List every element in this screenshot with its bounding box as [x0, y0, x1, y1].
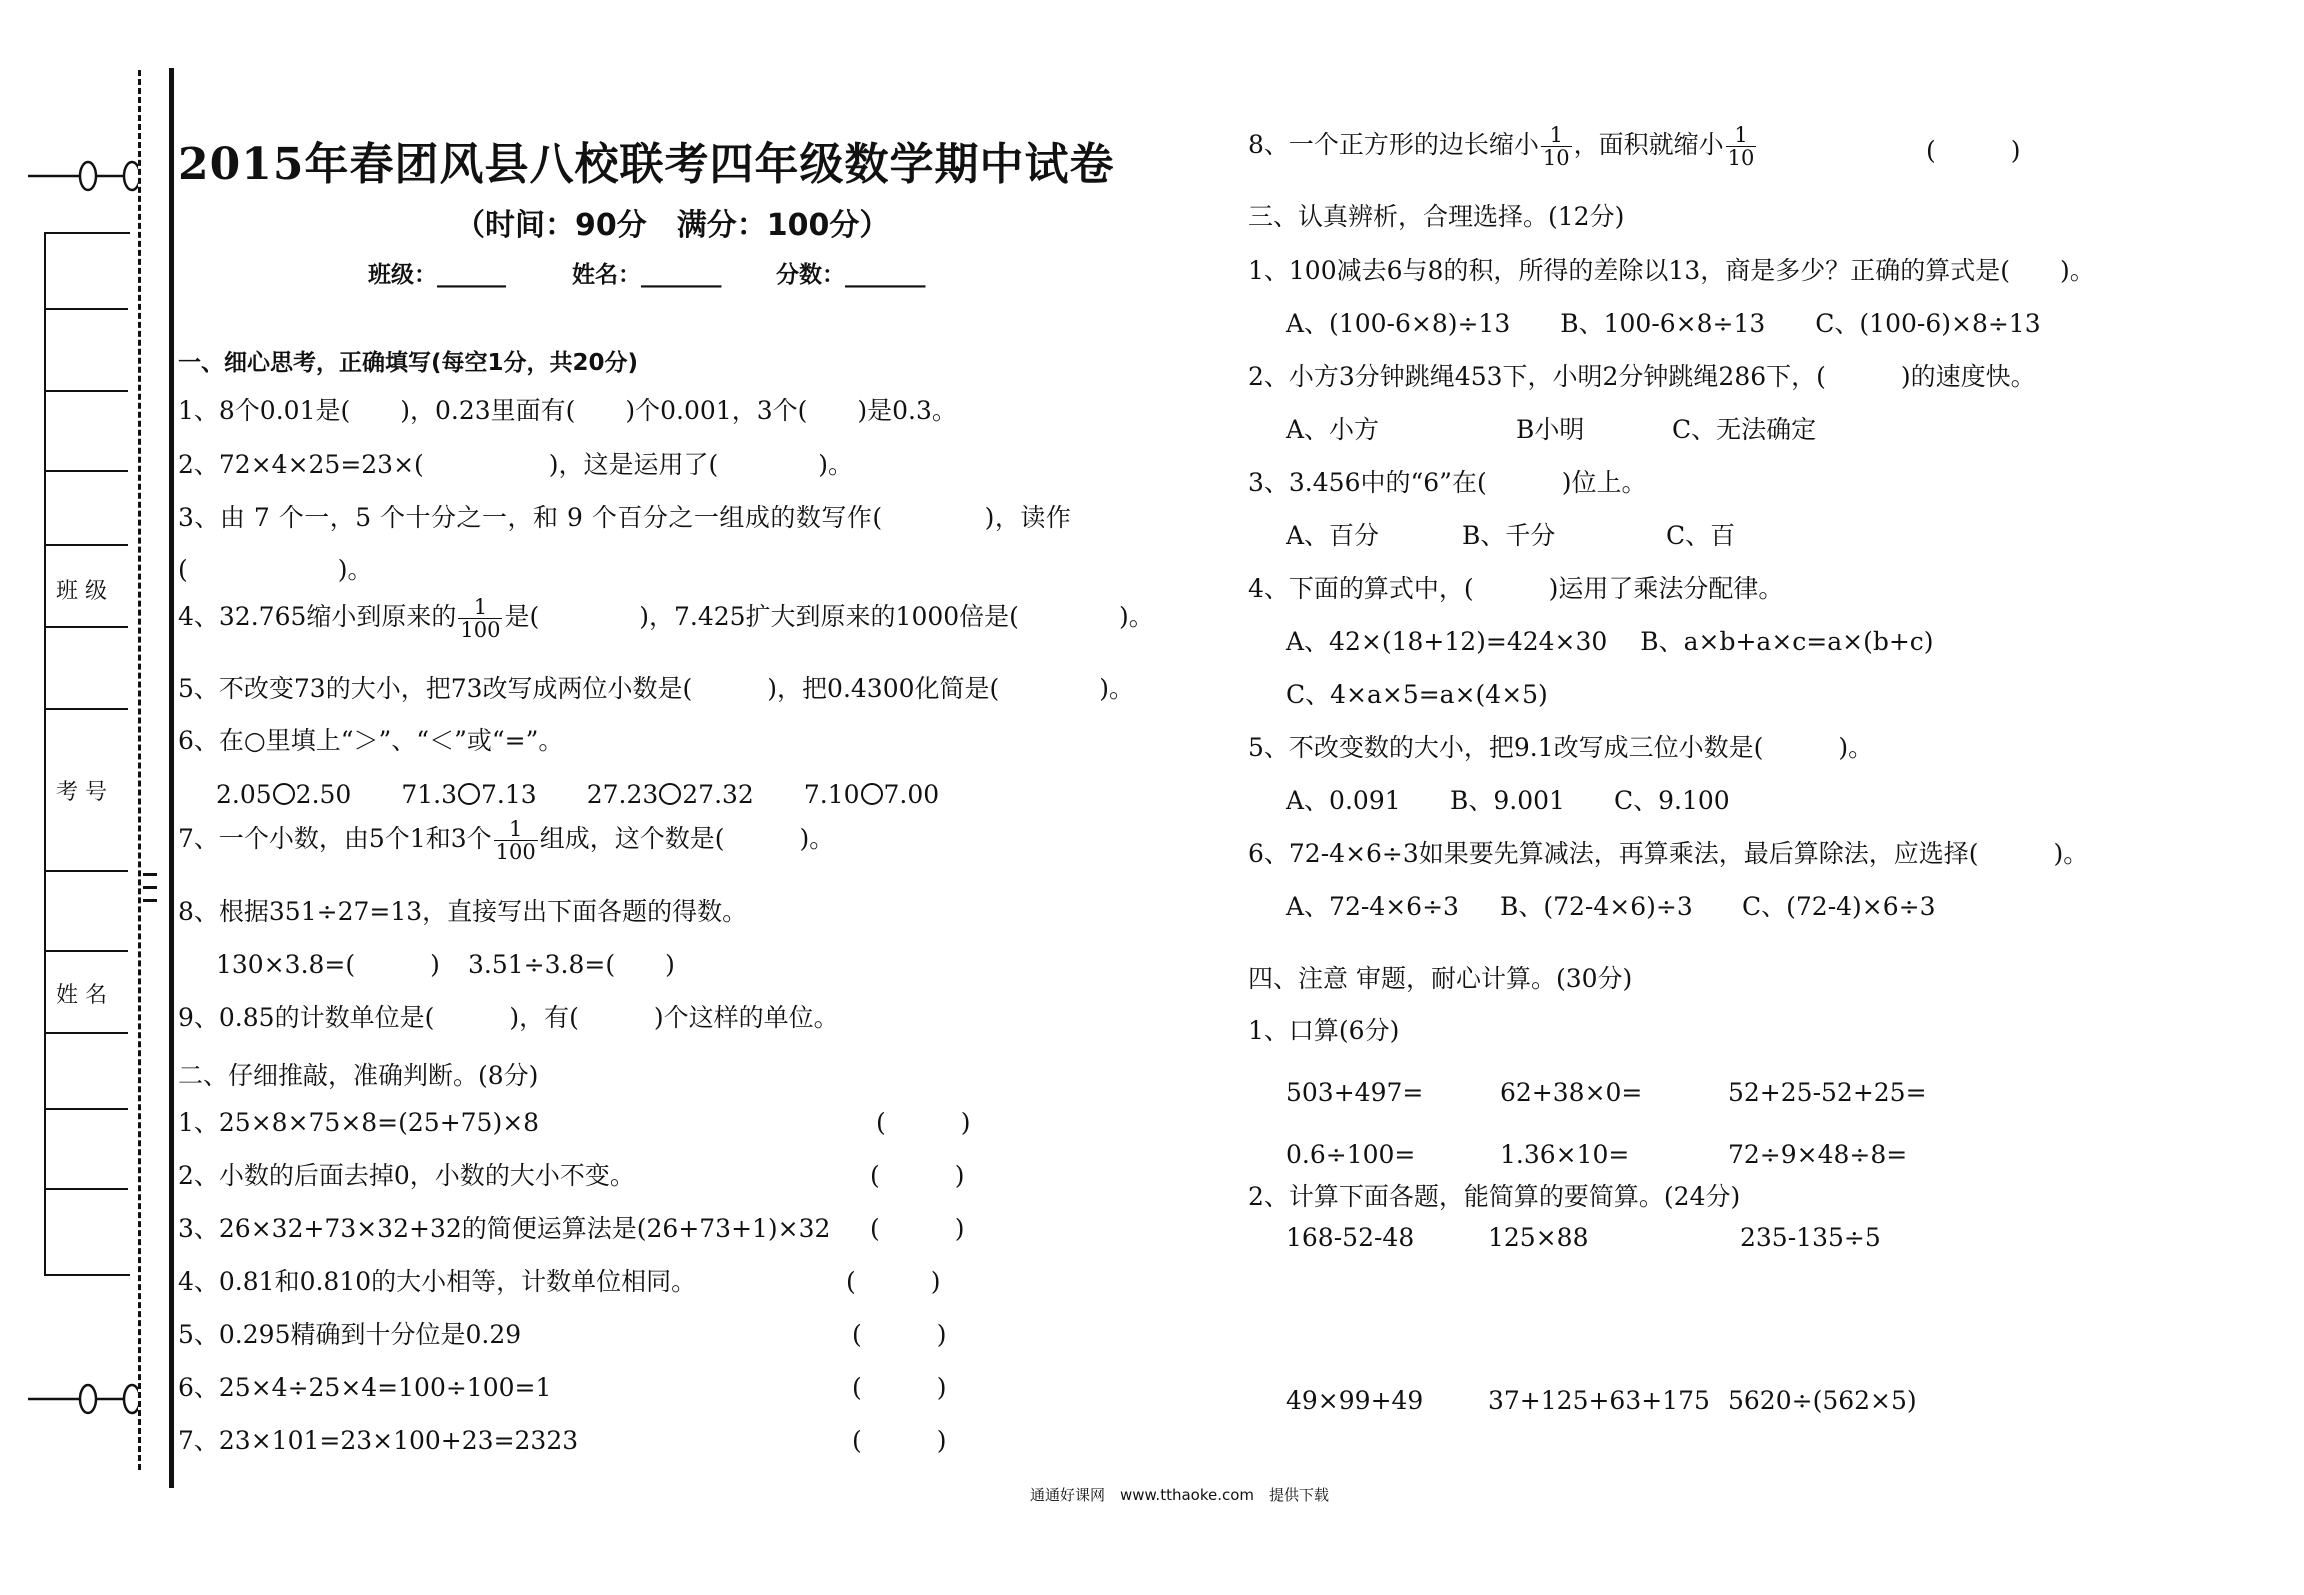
question-8a: 130×3.8=( ) [216, 950, 440, 979]
exam-title: 2015年春团风县八校联考四年级数学期中试卷 [178, 139, 1115, 190]
calc-item: 125×88 [1488, 1223, 1589, 1252]
question-3-cont: ( )。 [178, 555, 373, 584]
fraction: $\frac{1}{10}$ [1542, 123, 1570, 170]
judge-8: 8、一个正方形的边长缩小 $\frac{1}{10}$ ，面积就缩小 $\frac{1}{10}$ [1248, 123, 1755, 170]
judge-paren[interactable]: ( ) [1926, 136, 2021, 165]
section-4-heading: 四、注意 审题，耐心计算。(30分) [1248, 964, 1633, 993]
choice-1-options: A、(100-6×8)÷13 B、100-6×8÷13 C、(100-6)×8÷13 [1286, 309, 2041, 338]
box-rule [44, 390, 128, 392]
question-4-text-b: 是( )，7.425扩大到原来的1000倍是( )。 [504, 602, 1154, 631]
calc-item: 49×99+49 [1286, 1386, 1424, 1415]
choice-4-options-ab: A、42×(18+12)=424×30 B、a×b+a×c=a×(b+c) [1286, 627, 1934, 656]
cut-line [138, 70, 141, 1470]
box-rule [44, 870, 128, 872]
box-rule [44, 308, 128, 310]
question-1: 1、8个0.01是( )，0.23里面有( )个0.001，3个( )是0.3。 [178, 396, 957, 425]
choice-5-option-b[interactable]: B、9.001 [1450, 786, 1565, 815]
exam-number-label: 考 号 [56, 780, 107, 805]
question-4 [178, 596, 1154, 641]
choice-2: 2、小方3分钟跳绳453下，小明2分钟跳绳286下，( )的速度快。 [1248, 362, 2036, 391]
fraction: $\frac{1}{10}$ [1727, 123, 1755, 170]
box-rule [44, 626, 128, 628]
judge-paren[interactable]: ( ) [852, 1426, 947, 1455]
footer-credit: 通通好课网 www.tthaoke.com 提供下载 [1030, 1486, 1330, 1504]
judge-paren[interactable]: ( ) [852, 1320, 947, 1349]
judge-3: 3、26×32+73×32+32的简便运算法是(26+73+1)×32 [178, 1214, 831, 1243]
name-field[interactable]: 姓名：_______ [572, 262, 722, 288]
fraction: $\frac{1}{100}$ [495, 817, 536, 864]
choice-5-option-c[interactable]: C、9.100 [1614, 786, 1730, 815]
student-info-box [44, 232, 130, 1276]
choice-6-option-a[interactable]: A、72-4×6÷3 [1286, 892, 1459, 921]
question-8: 8、根据351÷27=13，直接写出下面各题的得数。 [178, 897, 748, 926]
class-label-vertical: 班 级 [56, 579, 107, 604]
choice-4: 4、下面的算式中，( )运用了乘法分配律。 [1248, 574, 1784, 603]
judge-5: 5、0.295精确到十分位是0.29 [178, 1320, 522, 1349]
judge-1: 1、25×8×75×8=(25+75)×8 [178, 1108, 540, 1137]
oral-item: 62+38×0= [1500, 1078, 1643, 1107]
question-7-text-b: 组成，这个数是( )。 [539, 824, 835, 853]
choice-6: 6、72-4×6÷3如果要先算减法，再算乘法，最后算除法，应选择( )。 [1248, 839, 2089, 868]
box-rule [44, 1108, 128, 1110]
choice-6-option-c[interactable]: C、(72-4)×6÷3 [1742, 892, 1936, 921]
box-rule [44, 544, 128, 546]
judge-6: 6、25×4÷25×4=100÷100=1 [178, 1373, 552, 1402]
question-9: 9、0.85的计数单位是( )，有( )个这样的单位。 [178, 1003, 839, 1032]
calc-heading: 2、计算下面各题，能简算的要简算。(24分) [1248, 1182, 1741, 1211]
name-label-vertical: 姓 名 [56, 983, 107, 1008]
choice-4-option-c: C、4×a×5=a×(4×5) [1286, 680, 1548, 709]
judge-paren[interactable]: ( ) [870, 1214, 965, 1243]
judge-paren[interactable]: ( ) [876, 1108, 971, 1137]
choice-3-option-a[interactable]: A、百分 [1286, 521, 1380, 550]
section-1-heading: 一、细心思考，正确填写(每空1分，共20分) [178, 350, 639, 376]
oral-item: 72÷9×48÷8= [1728, 1140, 1908, 1169]
choice-2-option-c[interactable]: C、无法确定 [1672, 415, 1817, 444]
choice-2-option-a[interactable]: A、小方 [1286, 415, 1380, 444]
choice-1: 1、100减去6与8的积，所得的差除以13，商是多少？正确的算式是( )。 [1248, 256, 2095, 285]
compare-circle[interactable] [659, 783, 681, 805]
choice-3-option-b[interactable]: B、千分 [1462, 521, 1556, 550]
score-field[interactable]: 分数：_______ [776, 262, 926, 288]
side-mark [143, 873, 157, 876]
calc-item: 235-135÷5 [1740, 1223, 1881, 1252]
oral-item: 503+497= [1286, 1078, 1424, 1107]
fraction: $\frac{1}{100}$ [460, 595, 501, 642]
box-rule [44, 708, 128, 710]
question-6: 6、在○里填上“＞”、“＜”或“=”。 [178, 726, 564, 755]
exam-subtitle: （时间：90分 满分：100分） [455, 208, 890, 243]
section-2-heading: 二、仔细推敲，准确判断。(8分) [178, 1061, 539, 1090]
compare-circle[interactable] [861, 783, 883, 805]
choice-5: 5、不改变数的大小，把9.1改写成三位小数是( )。 [1248, 733, 1874, 762]
oral-item: 0.6÷100= [1286, 1140, 1416, 1169]
question-2: 2、72×4×25=23×( )，这是运用了( )。 [178, 450, 854, 479]
side-mark [143, 886, 157, 889]
question-5: 5、不改变73的大小，把73改写成两位小数是( )，把0.4300化简是( )。 [178, 674, 1135, 703]
box-rule [44, 470, 128, 472]
class-field[interactable]: 班级：______ [368, 262, 506, 288]
margin-rule [169, 68, 174, 1488]
box-rule [44, 1188, 128, 1190]
question-7-text-a: 7、一个小数，由5个1和3个 [178, 824, 492, 853]
question-7 [178, 818, 834, 863]
choice-6-option-b[interactable]: B、(72-4×6)÷3 [1500, 892, 1693, 921]
judge-2: 2、小数的后面去掉0，小数的大小不变。 [178, 1161, 635, 1190]
judge-paren[interactable]: ( ) [852, 1373, 947, 1402]
calc-item: 168-52-48 [1286, 1223, 1415, 1252]
choice-3-option-c[interactable]: C、百 [1666, 521, 1736, 550]
staple-hole-bottom [28, 1381, 138, 1417]
compare-circle[interactable] [458, 783, 480, 805]
question-3: 3、由 7 个一，5 个十分之一，和 9 个百分之一组成的数写作( )，读作 [178, 503, 1072, 532]
section-3-heading: 三、认真辨析，合理选择。(12分) [1248, 202, 1625, 231]
oral-item: 1.36×10= [1500, 1140, 1630, 1169]
box-rule [44, 950, 128, 952]
calc-item: 37+125+63+175 [1488, 1386, 1710, 1415]
compare-circle[interactable] [273, 783, 295, 805]
judge-4: 4、0.81和0.810的大小相等，计数单位相同。 [178, 1267, 697, 1296]
oral-calc-heading: 1、口算(6分) [1248, 1016, 1400, 1045]
choice-2-option-b[interactable]: B小明 [1516, 415, 1585, 444]
box-rule [44, 1032, 128, 1034]
judge-7: 7、23×101=23×100+23=2323 [178, 1426, 579, 1455]
choice-5-option-a[interactable]: A、0.091 [1286, 786, 1401, 815]
side-mark [143, 899, 157, 902]
judge-paren[interactable]: ( ) [846, 1267, 941, 1296]
judge-paren[interactable]: ( ) [870, 1161, 965, 1190]
question-8b: 3.51÷3.8=( ) [468, 950, 675, 979]
staple-hole-top [28, 158, 138, 194]
oral-item: 52+25-52+25= [1728, 1078, 1927, 1107]
choice-3: 3、3.456中的“6”在( )位上。 [1248, 468, 1647, 497]
question-4-text-a: 4、32.765缩小到原来的 [178, 602, 457, 631]
calc-item: 5620÷(562×5) [1728, 1386, 1917, 1415]
question-6-items: 2.05 2.50 71.3 7.13 27.23 27.32 7.10 7.00 [216, 780, 940, 809]
